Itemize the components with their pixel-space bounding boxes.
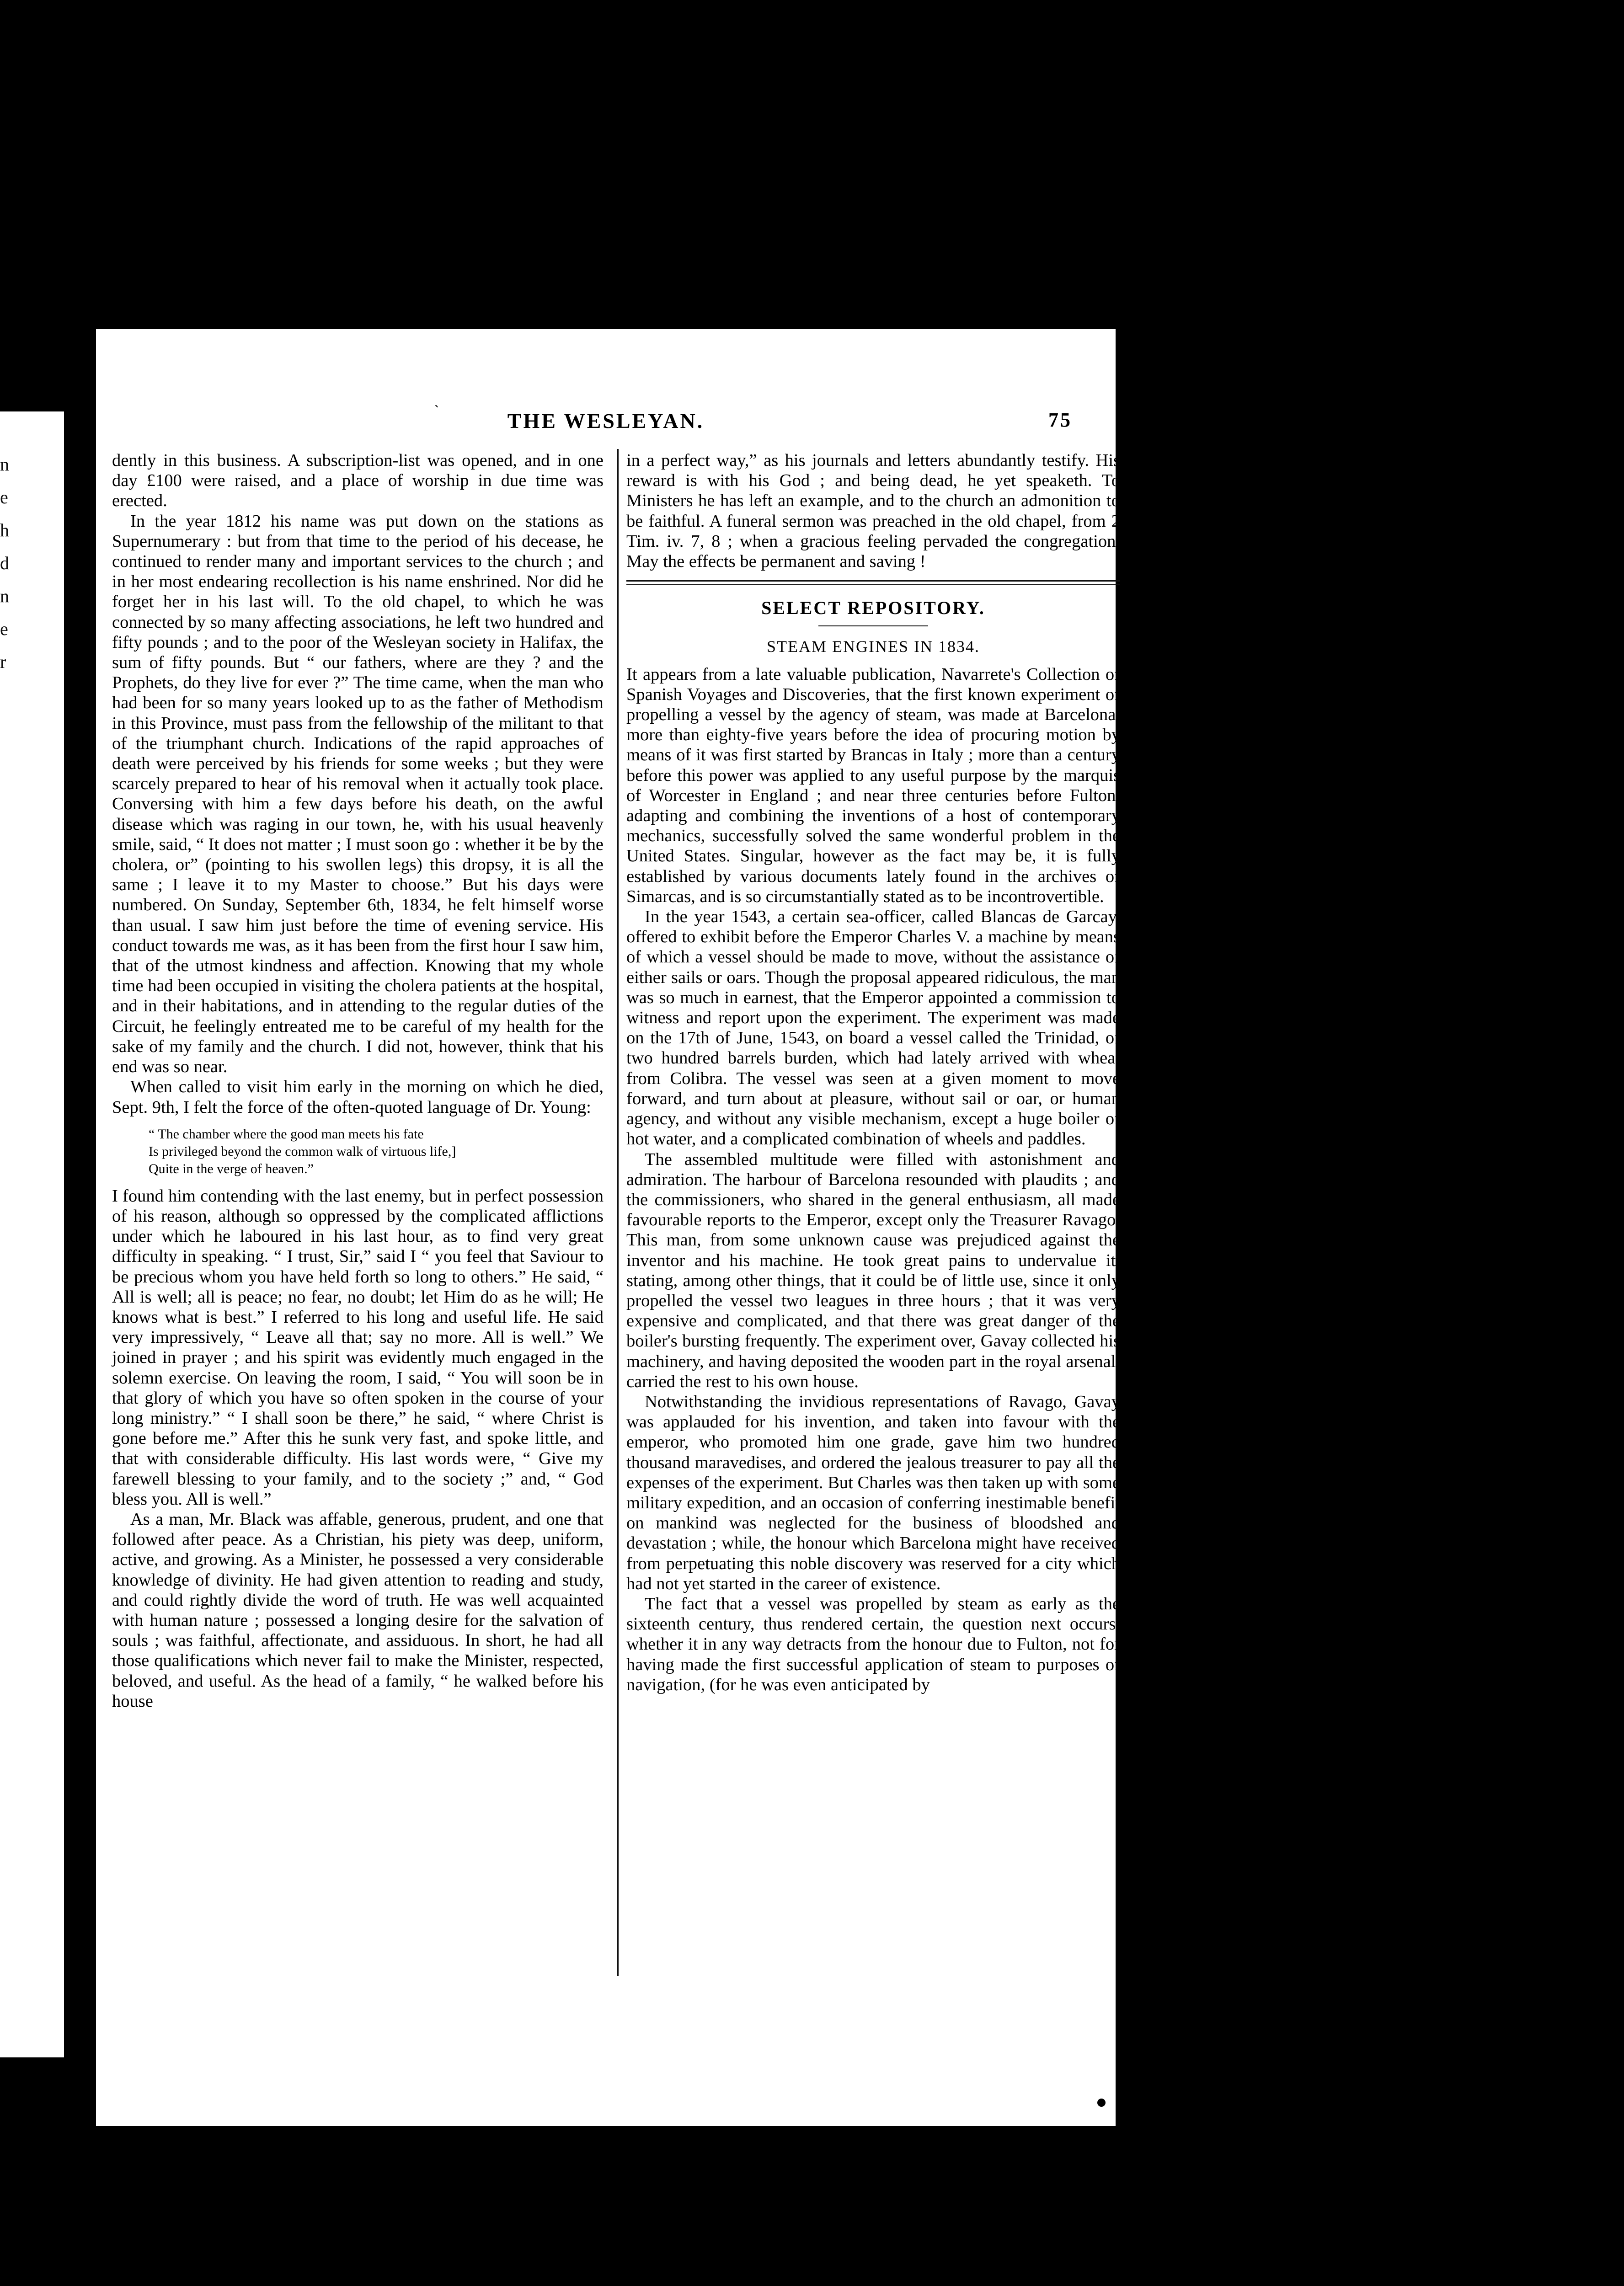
- paragraph: In the year 1543, a certain sea-officer, called Blancas de Garcay, offered to exhibit before the Emperor Charles V. a machine by means of which a vessel should be made to move, without the assistance of either sails or oars. Though the proposal appeared ridiculous, the man was so much in earnest, that the Emperor appointed a commission to witness and report upon the experiment. The experiment was made on the 17th of June, 1543, on board a vessel called the Trinidad, of two hundred barrels burden, which had lately arrived with wheat from Colibra. The vessel was seen at a given moment to move forward, and turn about at pleasure, without sail or oar, or human agency, and without any visible mechanism, except a huge boiler of hot water, and a complicated combination of wheels and paddles.: [626, 907, 1120, 1149]
- quoted-verse: [149, 1126, 604, 1178]
- paragraph: I found him contending with the last enemy, but in perfect possession of his reason, although so oppressed by the complicated afflictions under which he laboured in his last hour, as to find very great difficulty in speaking. “ I trust, Sir,” said I “ you feel that Saviour to be precious whom you have held forth so long to others.” He said, “ All is well; all is peace; no fear, no doubt; let Him do as he will; He knows what is best.” I referred to his long and useful life. He said very impressively, “ Leave all that; say no more. All is well.” We joined in prayer ; and his spirit was evidently much engaged in the solemn exercise. On leaving the room, I said, “ You will soon be in that glory of which you have so often spoken in the course of your long ministry.” “ I shall soon be there,” he said, “ where Christ is gone before me.” After this he sunk very fast, and spoke little, and that with considerable difficulty. His last words were, “ Give my farewell blessing to your family, and to the society ;” and, “ God bless you. All is well.”: [112, 1186, 604, 1509]
- gutter-char: n: [0, 454, 9, 475]
- header-ornament: ˋ: [434, 403, 441, 418]
- column-divider: [617, 449, 619, 1976]
- gutter-char: r: [0, 652, 6, 672]
- running-header: [96, 405, 1116, 437]
- page-number: 75: [1048, 409, 1072, 431]
- paragraph: When called to visit him early in the morning on which he died, Sept. 9th, I felt the force of the often-quoted language of Dr. Young:: [112, 1077, 604, 1117]
- verse-line: “ The chamber where the good man meets his fate: [149, 1126, 424, 1142]
- gutter-char: e: [0, 487, 8, 507]
- gutter-char: h: [0, 520, 9, 540]
- paragraph: in a perfect way,” as his journals and letters abundantly testify. His reward is with his God ; and being dead, he yet speaketh. To Ministers he has left an example, and to the church an admonition to be faithful. A funeral sermon was preached in the old chapel, from 2 Tim. iv. 7, 8 ; when a gracious feeling pervaded the congregation. May the effects be permanent and saving !: [626, 451, 1120, 572]
- adjacent-page-fragment: [0, 448, 18, 905]
- paragraph: In the year 1812 his name was put down on the stations as Supernumerary : but from that time to the period of his decease, he continued to render many and important services to the church ; and in her most endearing recollection is his name enshrined. Nor did he forget her in his last will. To the old chapel, to which he was connected by so many affecting associations, he left two hundred and fifty pounds ; and to the poor of the Wesleyan society in Halifax, the sum of fifty pounds. But “ our fathers, where are they ? and the Prophets, do they live for ever ?” The time came, when the man who had been for so many years looked up to as the father of Methodism in this Province, must pass from the fellowship of the militant to that of the triumphant church. Indications of the rapid approaches of death were perceived by his friends for some weeks ; but they were scarcely prepared to hear of his removal when it actually took place. Conversing with him a few days before his death, on the awful disease which was raging in our town, he, with his usual heavenly smile, said, “ It does not matter ; I must soon go : whether it be by the cholera, or” (pointing to his swollen legs) this dropsy, it is all the same ; I leave it to my Master to choose.” But his days were numbered. On Sunday, September 6th, 1834, he felt himself worse than usual. I saw him just before the time of evening service. His conduct towards me was, as it has been from the first hour I saw him, that of the utmost kindness and affection. Knowing that my whole time had been occupied in visiting the cholera patients at the hospital, and in their habitations, and in attending to the regular duties of the Circuit, he feelingly entreated me to be careful of my health for the sake of my family and the church. I did not, however, think that his end was so near.: [112, 511, 604, 1077]
- paragraph: Notwithstanding the invidious representations of Ravago, Gavay was applauded for his invention, and taken into favour with the emperor, who promoted him one grade, gave him two hundred thousand maravedises, and ordered the jealous treasurer to pay all the expenses of the experiment. But Charles was then taken up with some military expedition, and an occasion of conferring inestimable benefit on mankind was neglected for the business of bloodshed and devastation ; while, the honour which Barcelona might have received from perpetuating this noble discovery was reserved for a city which had not yet started in the career of existence.: [626, 1392, 1120, 1593]
- gutter-char: e: [0, 619, 8, 639]
- gutter-char: n: [0, 586, 9, 606]
- right-column: [626, 450, 1120, 1695]
- gutter-char: d: [0, 553, 9, 573]
- journal-title: THE WESLEYAN.: [507, 409, 705, 433]
- verse-line: Quite in the verge of heaven.”: [149, 1161, 314, 1176]
- heading-rule: [818, 625, 928, 626]
- section-divider: [626, 580, 1120, 585]
- left-column: [112, 450, 604, 1711]
- paragraph: dently in this business. A subscription-list was opened, and in one day £100 were raised, and a place of worship in due time was erected.: [112, 451, 604, 511]
- paragraph: The assembled multitude were filled with astonishment and admiration. The harbour of Barcelona resounded with plaudits ; and the commissioners, who shared in the general enthusiasm, all made favourable reports to the Emperor, except only the Treasurer Ravago. This man, from some unknown cause was prejudiced against the inventor and his machine. He took great pains to undervalue it, stating, among other things, that it could be of little use, since it only propelled the vessel two leagues in three hours ; that it was very expensive and complicated, and that there was great danger of the boiler's bursting frequently. The experiment over, Gavay collected his machinery, and having deposited the wooden part in the royal arsenal, carried the rest to his own house.: [626, 1149, 1120, 1391]
- page-speck: [1097, 2099, 1106, 2107]
- verse-line: Is privileged beyond the common walk of virtuous life,]: [149, 1143, 456, 1159]
- paragraph: The fact that a vessel was propelled by steam as early as the sixteenth century, thus rendered certain, the question next occurs, whether it in any way detracts from the honour due to Fulton, not for having made the first successful application of steam to purposes of navigation, (for he was even anticipated by: [626, 1594, 1120, 1694]
- paragraph: It appears from a late valuable publication, Navarrete's Collection of Spanish Voyages and Discoveries, that the first known experiment of propelling a vessel by the agency of steam, was made at Barcelona, more than eighty-five years before the idea of procuring motion by means of it was first started by Brancas in Italy ; more than a century before this power was applied to any useful purpose by the marquis of Worcester in England ; and near three centuries before Fulton, adapting and combining the inventions of a host of contemporary mechanics, successfully solved the same wonderful problem in the United States. Singular, however as the fact may be, it is fully established by various documents lately found in the archives of Simarcas, and is so circumstantially stated as to be incontrovertible.: [626, 664, 1120, 906]
- article-heading: STEAM ENGINES IN 1834.: [767, 637, 980, 656]
- document-page: [96, 329, 1120, 2126]
- paragraph: As a man, Mr. Black was affable, generous, prudent, and one that followed after peace. As a Christian, his piety was deep, uniform, active, and growing. As a Minister, he possessed a very considerable knowledge of divinity. He had given attention to reading and study, and could rightly divide the word of truth. He was well acquainted with human nature ; possessed a longing desire for the salvation of souls ; was faithful, affectionate, and assiduous. In short, he had all those qualifications which never fail to make the Minister, respected, beloved, and useful. As the head of a family, “ he walked before his house: [112, 1509, 604, 1711]
- section-heading: SELECT REPOSITORY.: [761, 598, 985, 619]
